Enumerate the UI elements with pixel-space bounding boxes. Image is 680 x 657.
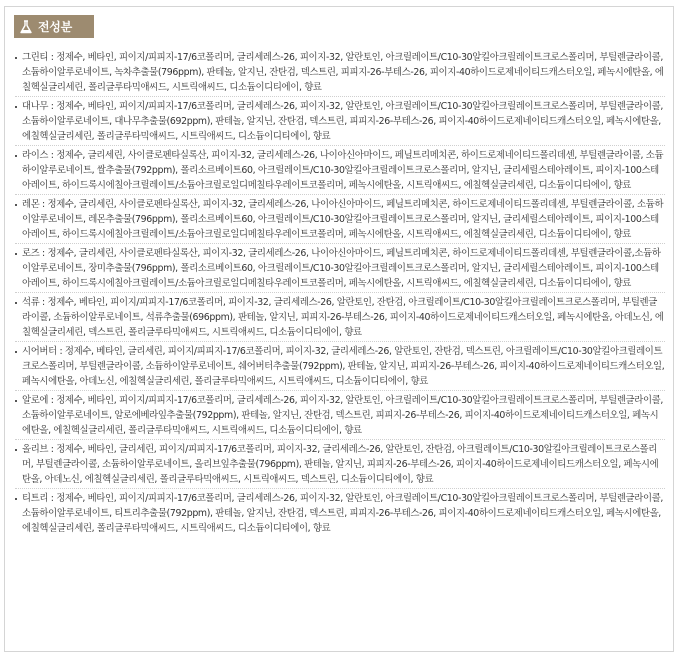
name-separator: : (39, 199, 48, 210)
product-name: 알로에 (22, 395, 49, 406)
ingredient-item (15, 148, 665, 195)
name-separator: : (48, 101, 57, 112)
ingredient-text: 정제수, 글리세린, 사이클로펜타실록산, 피이지-32, 글리세레스-26, 나이아신아마이드, 페닐트리메치콘, 하이드로제네이티드폴리데센, 부틸렌글라이콜, 소듐하이알루로네이트, 레몬추출물(796ppm), 폴리소르베이트60, 아크릴레이트/C10-30알킬아크릴레이트크로스폴리머, 알지닌, 글리세릴스테아레이트, 피이지-100스테아레이트, 하이드록시에칠아크릴레이트/소듐아크릴로일디메칠타우레이트코폴리머, 페녹시에탄올, 시트릭애씨드, 에칠헥실글리세린, 디소듐이디티에이, 향료 (22, 199, 664, 240)
ingredient-item (15, 295, 665, 342)
product-name: 석류 (22, 297, 40, 308)
name-separator: : (48, 150, 57, 161)
product-name: 시어버터 (22, 346, 57, 357)
bullet-icon (15, 57, 17, 59)
product-name: 대나무 (22, 101, 49, 112)
name-separator: : (48, 52, 57, 63)
product-name: 레몬 (22, 199, 40, 210)
bullet-icon (15, 351, 17, 353)
section-header (14, 15, 94, 38)
bullet-icon (15, 204, 17, 206)
ingredient-text: 정제수, 글리세린, 사이클로펜타실록산, 피이지-32, 글리세레스-26, 나이아신아마이드, 페닐트리메치콘, 하이드로제네이티드폴리데센, 부틸렌글라이콜,소듐하이알루로네이트, 장미추출물(796ppm), 폴리소르베이트60, 아크릴레이트/C10-30알킬아크릴레이트크로스폴리머, 알지닌, 글리세릴스테아레이트, 피이지-100스테아레이트, 하이드록시에칠아크릴레이트/소듐아크릴로일디메칠타우레이트코폴리머, 페녹시에탄올, 시트릭애씨드, 에칠헥실글리세린, 디소듐이디티에이, 향료 (22, 248, 661, 289)
bullet-icon (15, 302, 17, 304)
name-separator: : (48, 395, 57, 406)
ingredient-item (15, 344, 665, 391)
bullet-icon (15, 449, 17, 451)
product-name: 그린티 (22, 52, 49, 63)
ingredient-text: 정제수, 베타인, 피이지/피피지-17/6코폴리머, 글리세레스-26, 피이지-32, 알란토인, 아크릴레이트/C10-30알킬아크릴레이트크로스폴리머, 부틸렌글라이콜, 소듐하이알루로네이트, 대나무추출물(692ppm), 판테놀, 알지닌, 잔탄검, 덱스트린, 피피지-26-부테스-26, 피이지-40하이드로제네이티드캐스터오일, 페녹시에탄올, 에칠헥실글리세린, 폴리글루타믹애씨드, 시트릭애씨드, 디소듐이디티에이, 향료 (22, 101, 664, 142)
name-separator: : (48, 493, 57, 504)
name-separator: : (39, 297, 48, 308)
name-separator: : (39, 248, 48, 259)
ingredient-text: 정제수, 베타인, 피이지/피피지-17/6코폴리머, 글리세레스-26, 피이지-32, 알란토인, 아크릴레이트/C10-30알킬아크릴레이트크로스폴리머, 부틸렌글라이콜, 소듐하이알루로네이트, 알로에베라잎추출물(792ppm), 판테놀, 알지닌, 잔탄검, 덱스트린, 피피지-26-부테스-26, 피이지-40하이드로제네이티드캐스터오일, 페녹시에탄올, 에칠헥실글리세린, 폴리글루타믹애씨드, 시트릭애씨드, 디소듐이디티에이, 향료 (22, 395, 664, 436)
product-name: 티트리 (22, 493, 49, 504)
product-name: 올리브 (22, 444, 49, 455)
ingredient-text: 정제수, 글리세린, 사이클로펜타실록산, 피이지-32, 글리세레스-26, 나이아신아마이드, 페닐트리메치콘, 하이드로제네이티드폴리데센, 부틸렌글라이콜, 소듐하이알루로네이트, 쌀추출물(792ppm), 폴리소르베이트60, 아크릴레이트/C10-30알킬아크릴레이트크로스폴리머, 알지닌, 글리세릴스테아레이트, 피이지-100스테아레이트, 하이드록시에칠아크릴레이트/소듐아크릴로일디메칠타우레이트코폴리머, 페녹시에탄올, 시트릭애씨드, 에칠헥실글리세린, 디소듐이디티에이, 향료 (22, 150, 664, 191)
ingredient-item (15, 491, 665, 537)
ingredient-item (15, 246, 665, 293)
ingredient-text: 정제수, 베타인, 피이지/피피지-17/6코폴리머, 피이지-32, 글리세레스-26, 알란토인, 잔탄검, 아크릴레이트/C10-30알킬아크릴레이트크로스폴리머, 부틸렌글라이콜, 소듐하이알루로네이트, 석류추출물(696ppm), 판테놀, 알지닌, 피피지-26-부테스-26, 피이지-40하이드로제네이티드캐스터오일, 페녹시에탄올, 아데노신, 에칠헥실글리세린, 덱스트린, 폴리글루타믹애씨드, 시트릭애씨드, 디소듐이디티에이, 향료 (22, 297, 664, 338)
ingredient-item (15, 442, 665, 489)
bullet-icon (15, 155, 17, 157)
section-title: 전성분 (38, 20, 72, 34)
product-name: 로즈 (22, 248, 40, 259)
bullet-icon (15, 253, 17, 255)
ingredient-list (15, 50, 665, 539)
product-name: 라이스 (22, 150, 49, 161)
bullet-icon (15, 106, 17, 108)
flask-icon (19, 20, 33, 34)
ingredient-item (15, 197, 665, 244)
ingredient-text: 정제수, 베타인, 글리세린, 피이지/피피지-17/6코폴리머, 피이지-32, 글리세레스-26, 알란토인, 잔탄검, 아크릴레이트/C10-30알킬아크릴레이트크로스폴리머, 부틸렌글라이콜, 소듐하이알루로네이트, 올리브잎추출물(796ppm), 판테놀, 알지닌, 피피지-26-부테스-26, 피이지-40하이드로제네이티드캐스터오일, 페녹시에탄올, 아데노신, 에칠헥실글리세린, 폴리글루타믹애씨드, 시트릭애씨드, 덱스트린, 디소듐이디티에이, 향료 (22, 444, 659, 485)
name-separator: : (48, 444, 57, 455)
name-separator: : (56, 346, 65, 357)
bullet-icon (15, 400, 17, 402)
ingredient-item (15, 393, 665, 440)
ingredient-text: 정제수, 베타인, 피이지/피피지-17/6코폴리머, 글리세레스-26, 피이지-32, 알란토인, 아크릴레이트/C10-30알킬아크릴레이트크로스폴리머, 부틸렌글라이콜, 소듐하이알루로네이트, 녹차추출물(796ppm), 판테놀, 알지닌, 잔탄검, 덱스트린, 피피지-26-부테스-26, 피이지-40하이드로제네이티드캐스터오일, 페녹시에탄올, 에칠헥실글리세린, 폴리글루타믹애씨드, 시트릭애씨드, 디소듐이디티에이, 향료 (22, 52, 664, 93)
ingredient-item (15, 50, 665, 97)
ingredient-text: 정제수, 베타인, 피이지/피피지-17/6코폴리머, 글리세레스-26, 피이지-32, 알란토인, 아크릴레이트/C10-30알킬아크릴레이트크로스폴리머, 부틸렌글라이콜, 소듐하이알루로네이트, 티트리추출물(792ppm), 판테놀, 알지닌, 잔탄검, 덱스트린, 피피지-26-부테스-26, 피이지-40하이드로제네이티드캐스터오일, 페녹시에탄올, 에칠헥실글리세린, 폴리글루타믹애씨드, 시트릭애씨드, 디소듐이디티에이, 향료 (22, 493, 664, 534)
ingredient-text: 정제수, 베타인, 글리세린, 피이지/피피지-17/6코폴리머, 피이지-32, 글리세레스-26, 알란토인, 잔탄검, 덱스트린, 아크릴레이트/C10-30알킬아크릴레이트크로스폴리머, 부틸렌글라이콜, 소듐하이알루로네이트, 쉐어버터추출물(792ppm), 판테놀, 알지닌, 피피지-26-부테스-26, 피이지-40하이드로제네이티드캐스터오일, 페녹시에탄올, 아데노신, 에칠헥실글리세린, 폴리글루타믹애씨드, 시트릭애씨드, 디소듐이디티에이, 향료 (22, 346, 665, 387)
ingredient-item (15, 99, 665, 146)
bullet-icon (15, 498, 17, 500)
